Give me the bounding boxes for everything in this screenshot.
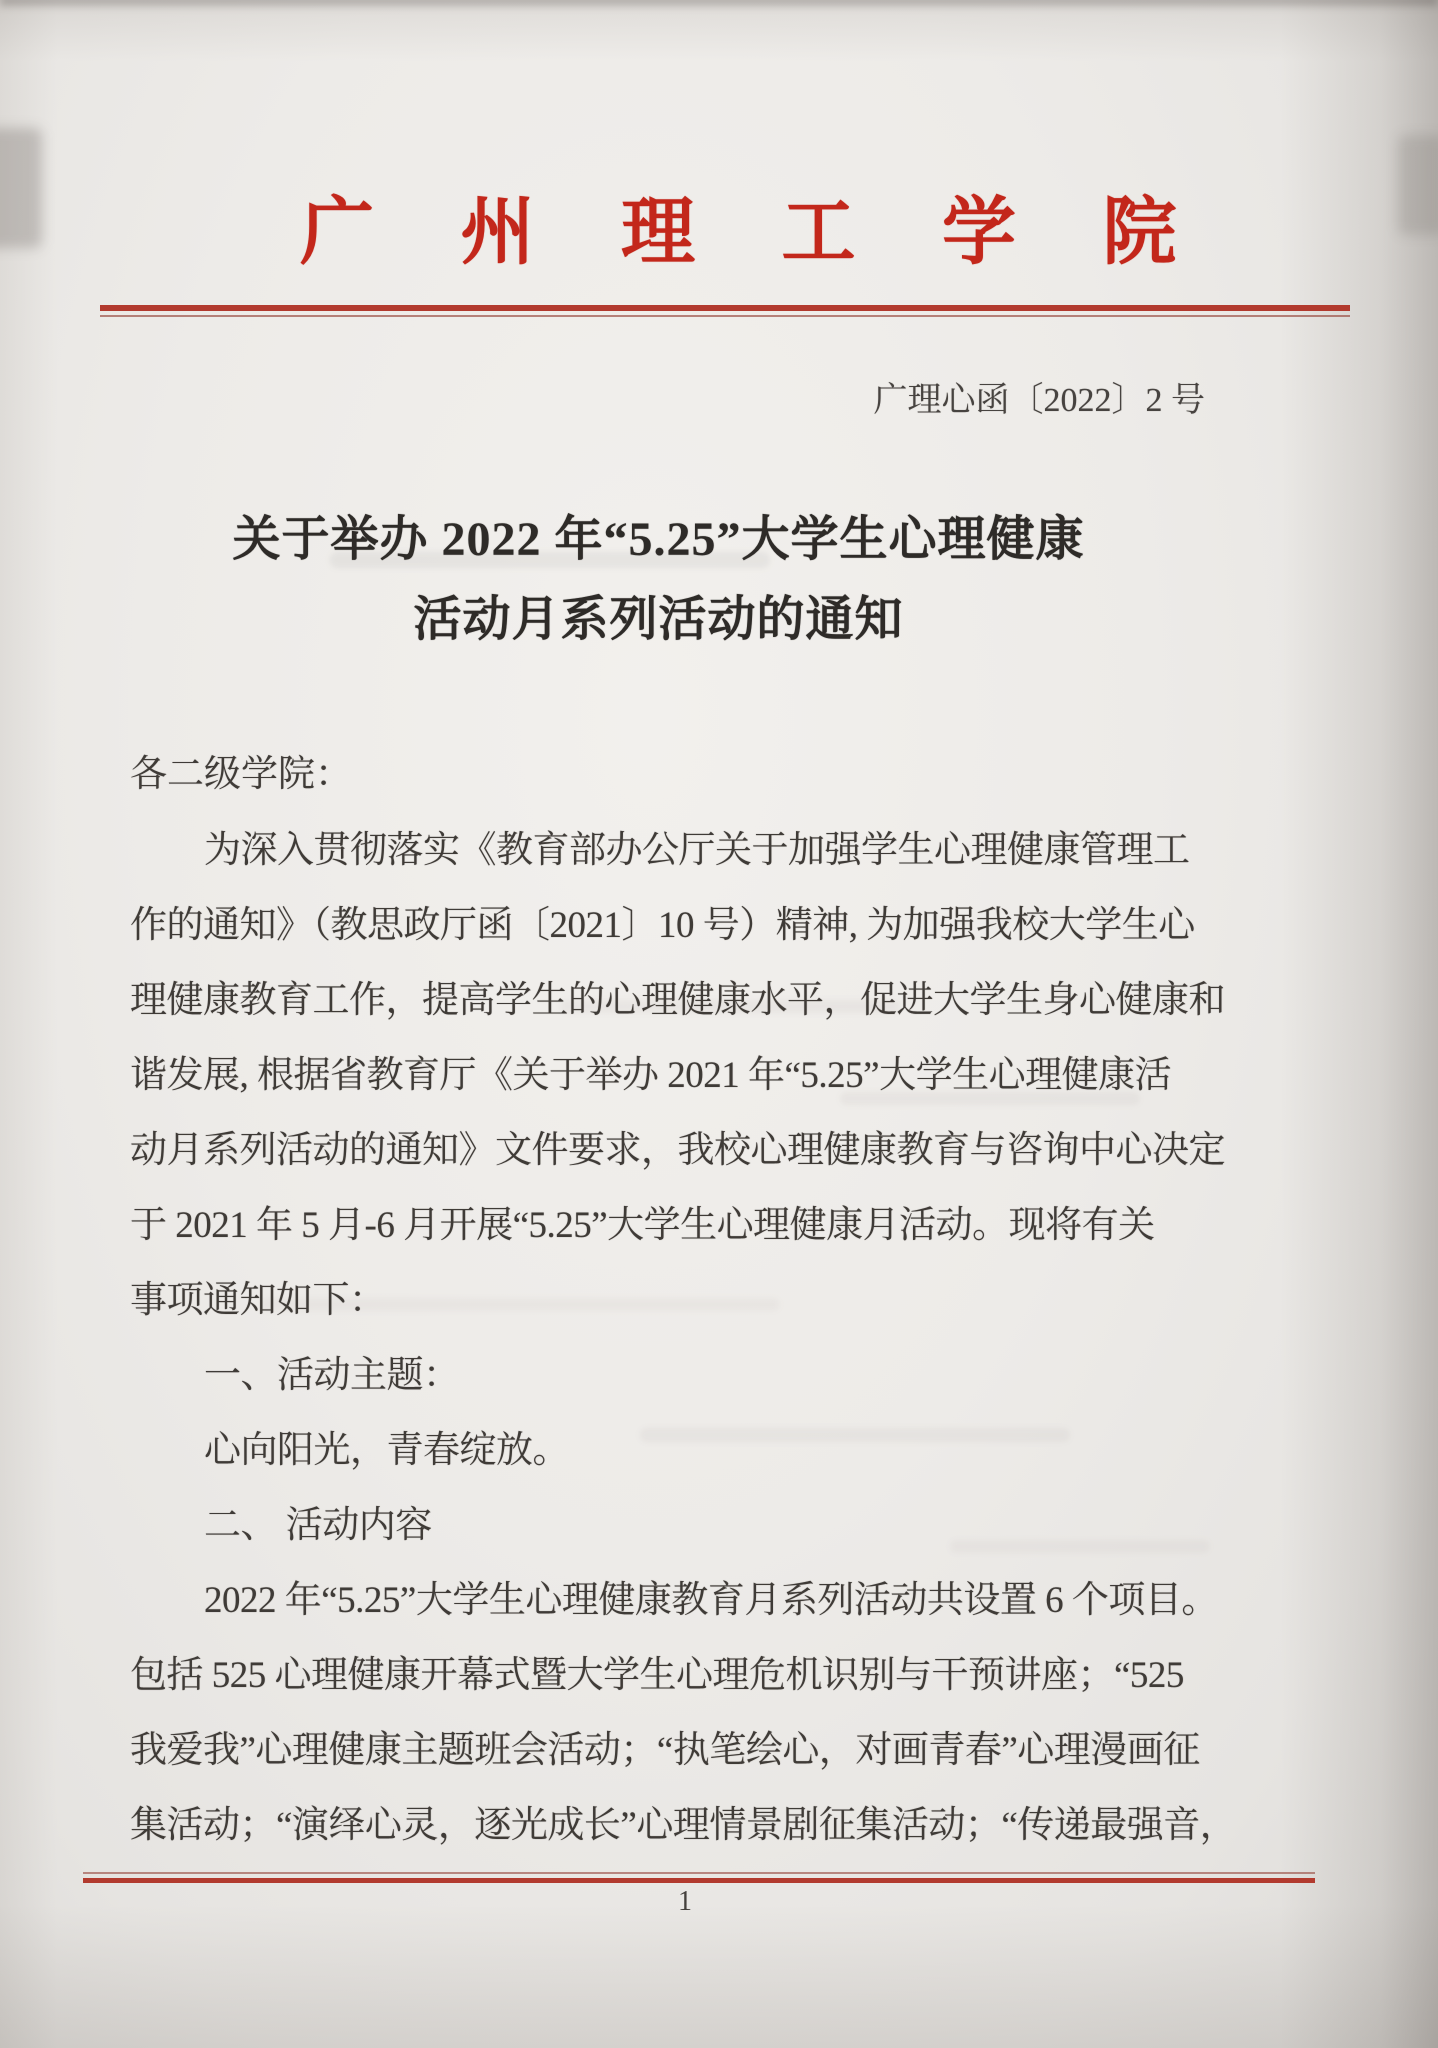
body-line: 二、 活动内容 bbox=[204, 1505, 432, 1546]
body-line: 集活动；“演绎心灵，逐光成长”心理情景剧征集活动；“传递最强音， bbox=[130, 1805, 1237, 1846]
body-line: 动月系列活动的通知》文件要求，我校心理健康教育与咨询中心决定 bbox=[130, 1130, 1225, 1171]
body-line: 一、活动主题： bbox=[204, 1355, 460, 1396]
paper-artifact bbox=[1398, 135, 1438, 235]
body-line: 心向阳光，青春绽放。 bbox=[204, 1430, 569, 1471]
body-line: 作的通知》（教思政厅函〔2021〕10 号）精神, 为加强我校大学生心 bbox=[130, 905, 1195, 946]
document-title-line2: 活动月系列活动的通知 bbox=[413, 593, 904, 646]
body-line: 为深入贯彻落实《教育部办公厅关于加强学生心理健康管理工 bbox=[204, 830, 1190, 871]
header-divider bbox=[100, 305, 1350, 317]
paper-artifact bbox=[0, 0, 1438, 6]
body-line: 谐发展, 根据省教育厅《关于举办 2021 年“5.25”大学生心理健康活 bbox=[130, 1055, 1172, 1096]
header-divider-thin-line bbox=[100, 315, 1350, 317]
document-title-line1: 关于举办 2022 年“5.25”大学生心理健康 bbox=[232, 513, 1085, 566]
document-body bbox=[130, 813, 1237, 1863]
salutation: 各二级学院： bbox=[130, 754, 352, 795]
header-divider-thick-line bbox=[100, 305, 1350, 311]
body-line: 我爱我”心理健康主题班会活动；“执笔绘心，对画青春”心理漫画征 bbox=[130, 1730, 1200, 1771]
institution-name: 广 州 理 工 学 院 bbox=[300, 192, 1177, 274]
body-line: 事项通知如下： bbox=[130, 1280, 386, 1321]
body-line: 于 2021 年 5 月-6 月开展“5.25”大学生心理健康月活动。现将有关 bbox=[130, 1205, 1155, 1246]
paper-artifact bbox=[0, 128, 42, 248]
body-line: 理健康教育工作，提高学生的心理健康水平，促进大学生身心健康和 bbox=[130, 980, 1225, 1021]
footer-divider bbox=[83, 1872, 1315, 1883]
body-line: 包括 525 心理健康开幕式暨大学生心理危机识别与干预讲座；“525 bbox=[130, 1655, 1184, 1696]
document-number: 广理心函〔2022〕2 号 bbox=[873, 382, 1205, 419]
document-title bbox=[130, 500, 1187, 660]
body-line: 2022 年“5.25”大学生心理健康教育月系列活动共设置 6 个项目。 bbox=[204, 1580, 1218, 1621]
footer-divider-thick-line bbox=[83, 1878, 1315, 1883]
page-number: 1 bbox=[678, 1886, 692, 1917]
footer-divider-thin-line bbox=[83, 1872, 1315, 1874]
